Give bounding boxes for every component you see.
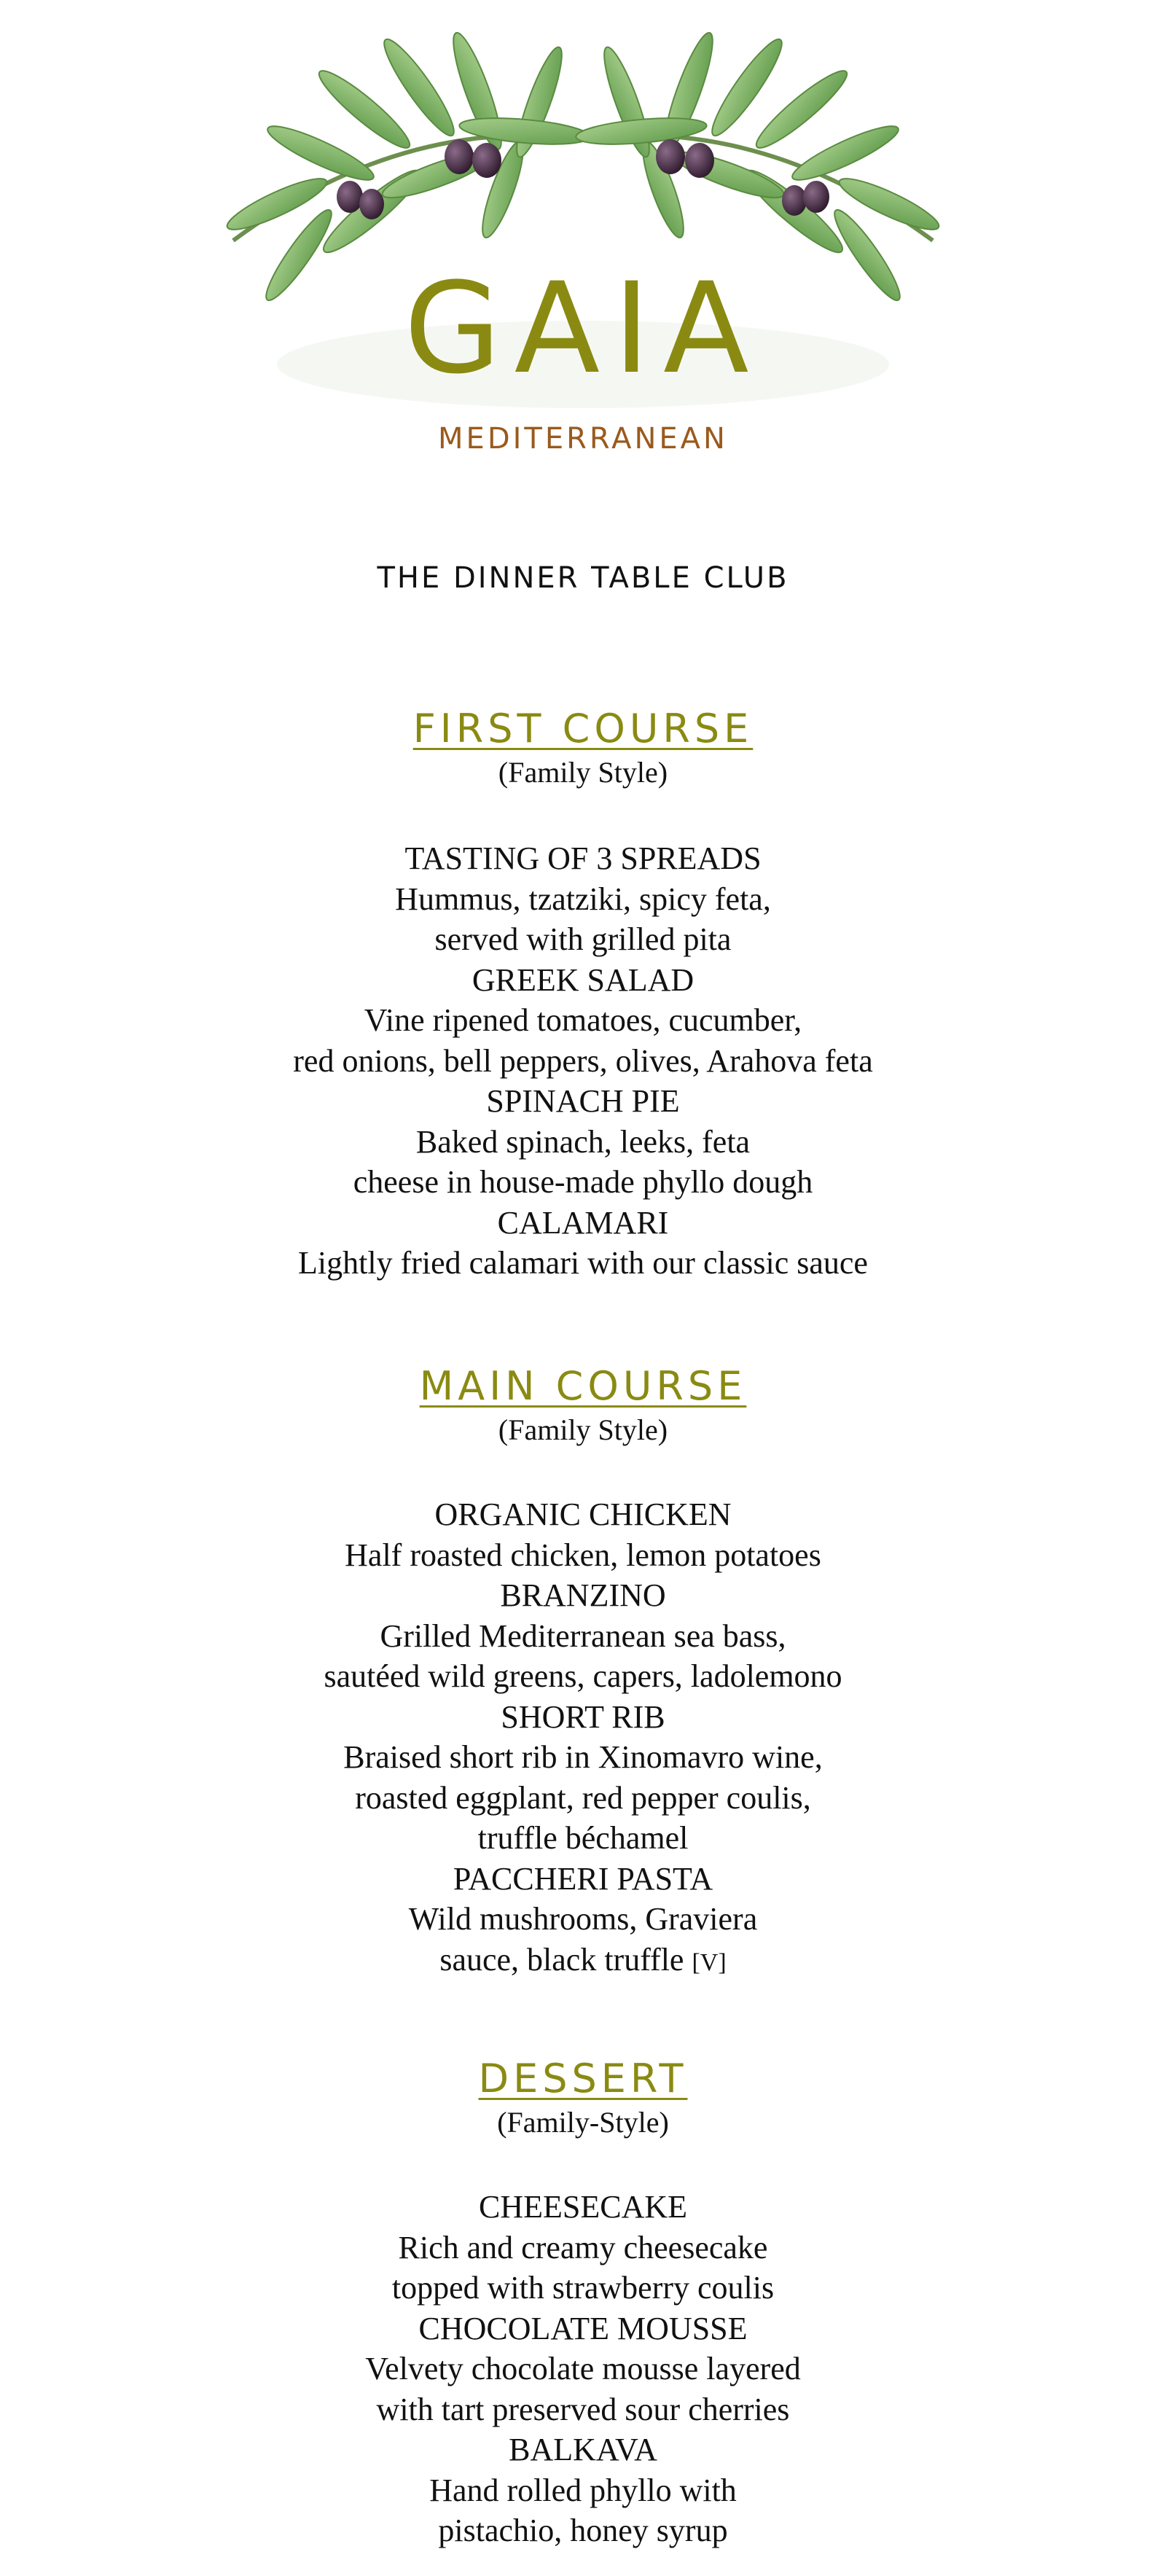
menu-item-name: ORGANIC CHICKEN [434,1496,732,1532]
menu-item-description: Baked spinach, leeks, feta [415,1123,751,1160]
menu-item-description: Lightly fried calamari with our classic sauce [298,1245,868,1281]
menu-item-description: Vine ripened tomatoes, cucumber, [364,1002,802,1038]
main-course-section [0,1363,1166,1451]
menu-item-description: roasted eggplant, red pepper coulis, [355,1779,811,1816]
section-heading: FIRST COURSE [412,706,754,752]
menu-item-description: truffle béchamel [477,1820,689,1856]
menu-item-description: Hummus, tzatziki, spicy feta, [395,881,771,917]
menu-item-name: SPINACH PIE [486,1083,680,1119]
menu-item-description-with-tag [0,1940,1166,1983]
menu-item-name: CHOCOLATE MOUSSE [418,2310,748,2346]
menu-item-description: Velvety chocolate mousse layered [365,2351,801,2386]
menu-item-name: GREEK SALAD [472,961,694,998]
menu-item-name: PACCHERI PASTA [453,1860,713,1897]
section-note: (Family-Style) [497,2106,669,2139]
club-title: THE DINNER TABLE CLUB [377,561,789,595]
menu-item-name: CALAMARI [497,1204,669,1241]
menu-item-name: SHORT RIB [501,1698,665,1735]
first-course-section [0,706,1166,793]
menu-item-description: Half roasted chicken, lemon potatoes [345,1537,821,1573]
menu-item-description: topped with strawberry coulis [391,2270,775,2306]
section-note: (Family Style) [498,1413,668,1446]
menu-item-description: cheese in house-made phyllo dough [353,1164,813,1200]
dessert-section [0,2056,1166,2143]
menu-item-name: BALKAVA [509,2432,657,2467]
menu-item-description: pistachio, honey syrup [438,2513,728,2548]
section-note: (Family Style) [498,756,668,789]
first-course-items [0,838,1166,1284]
main-course-items [0,1494,1166,1983]
menu-item-description: sautéed wild greens, capers, ladolemono [324,1658,842,1694]
vegetarian-tag: [V] [692,1948,727,1976]
menu-item-description: Hand rolled phyllo with [429,2472,737,2508]
menu-item-description: Braised short rib in Xinomavro wine, [343,1739,823,1775]
menu-item-name: BRANZINO [500,1577,666,1613]
olive-branch-logo-graphic [219,22,947,474]
section-heading: MAIN COURSE [419,1363,747,1409]
menu-item-description: red onions, bell peppers, olives, Arahova feta [293,1042,873,1079]
menu-item-description: with tart preserved sour cherries [376,2391,790,2427]
brand-name: GAIA [404,255,762,402]
section-heading: DESSERT [478,2056,688,2101]
menu-item-description: Wild mushrooms, Graviera [408,1901,758,1937]
gaia-logo [219,22,947,474]
menu-item-description: Rich and creamy cheesecake [398,2229,768,2265]
menu-item-description: served with grilled pita [434,921,732,957]
brand-subtitle: MEDITERRANEAN [438,422,728,456]
menu-item-description: sauce, black truffle [439,1941,684,1978]
menu-item-description: Grilled Mediterranean sea bass, [380,1617,786,1654]
dessert-items [0,2187,1166,2551]
menu-item-name: CHEESECAKE [479,2189,687,2225]
menu-item-name: TASTING OF 3 SPREADS [404,840,762,876]
